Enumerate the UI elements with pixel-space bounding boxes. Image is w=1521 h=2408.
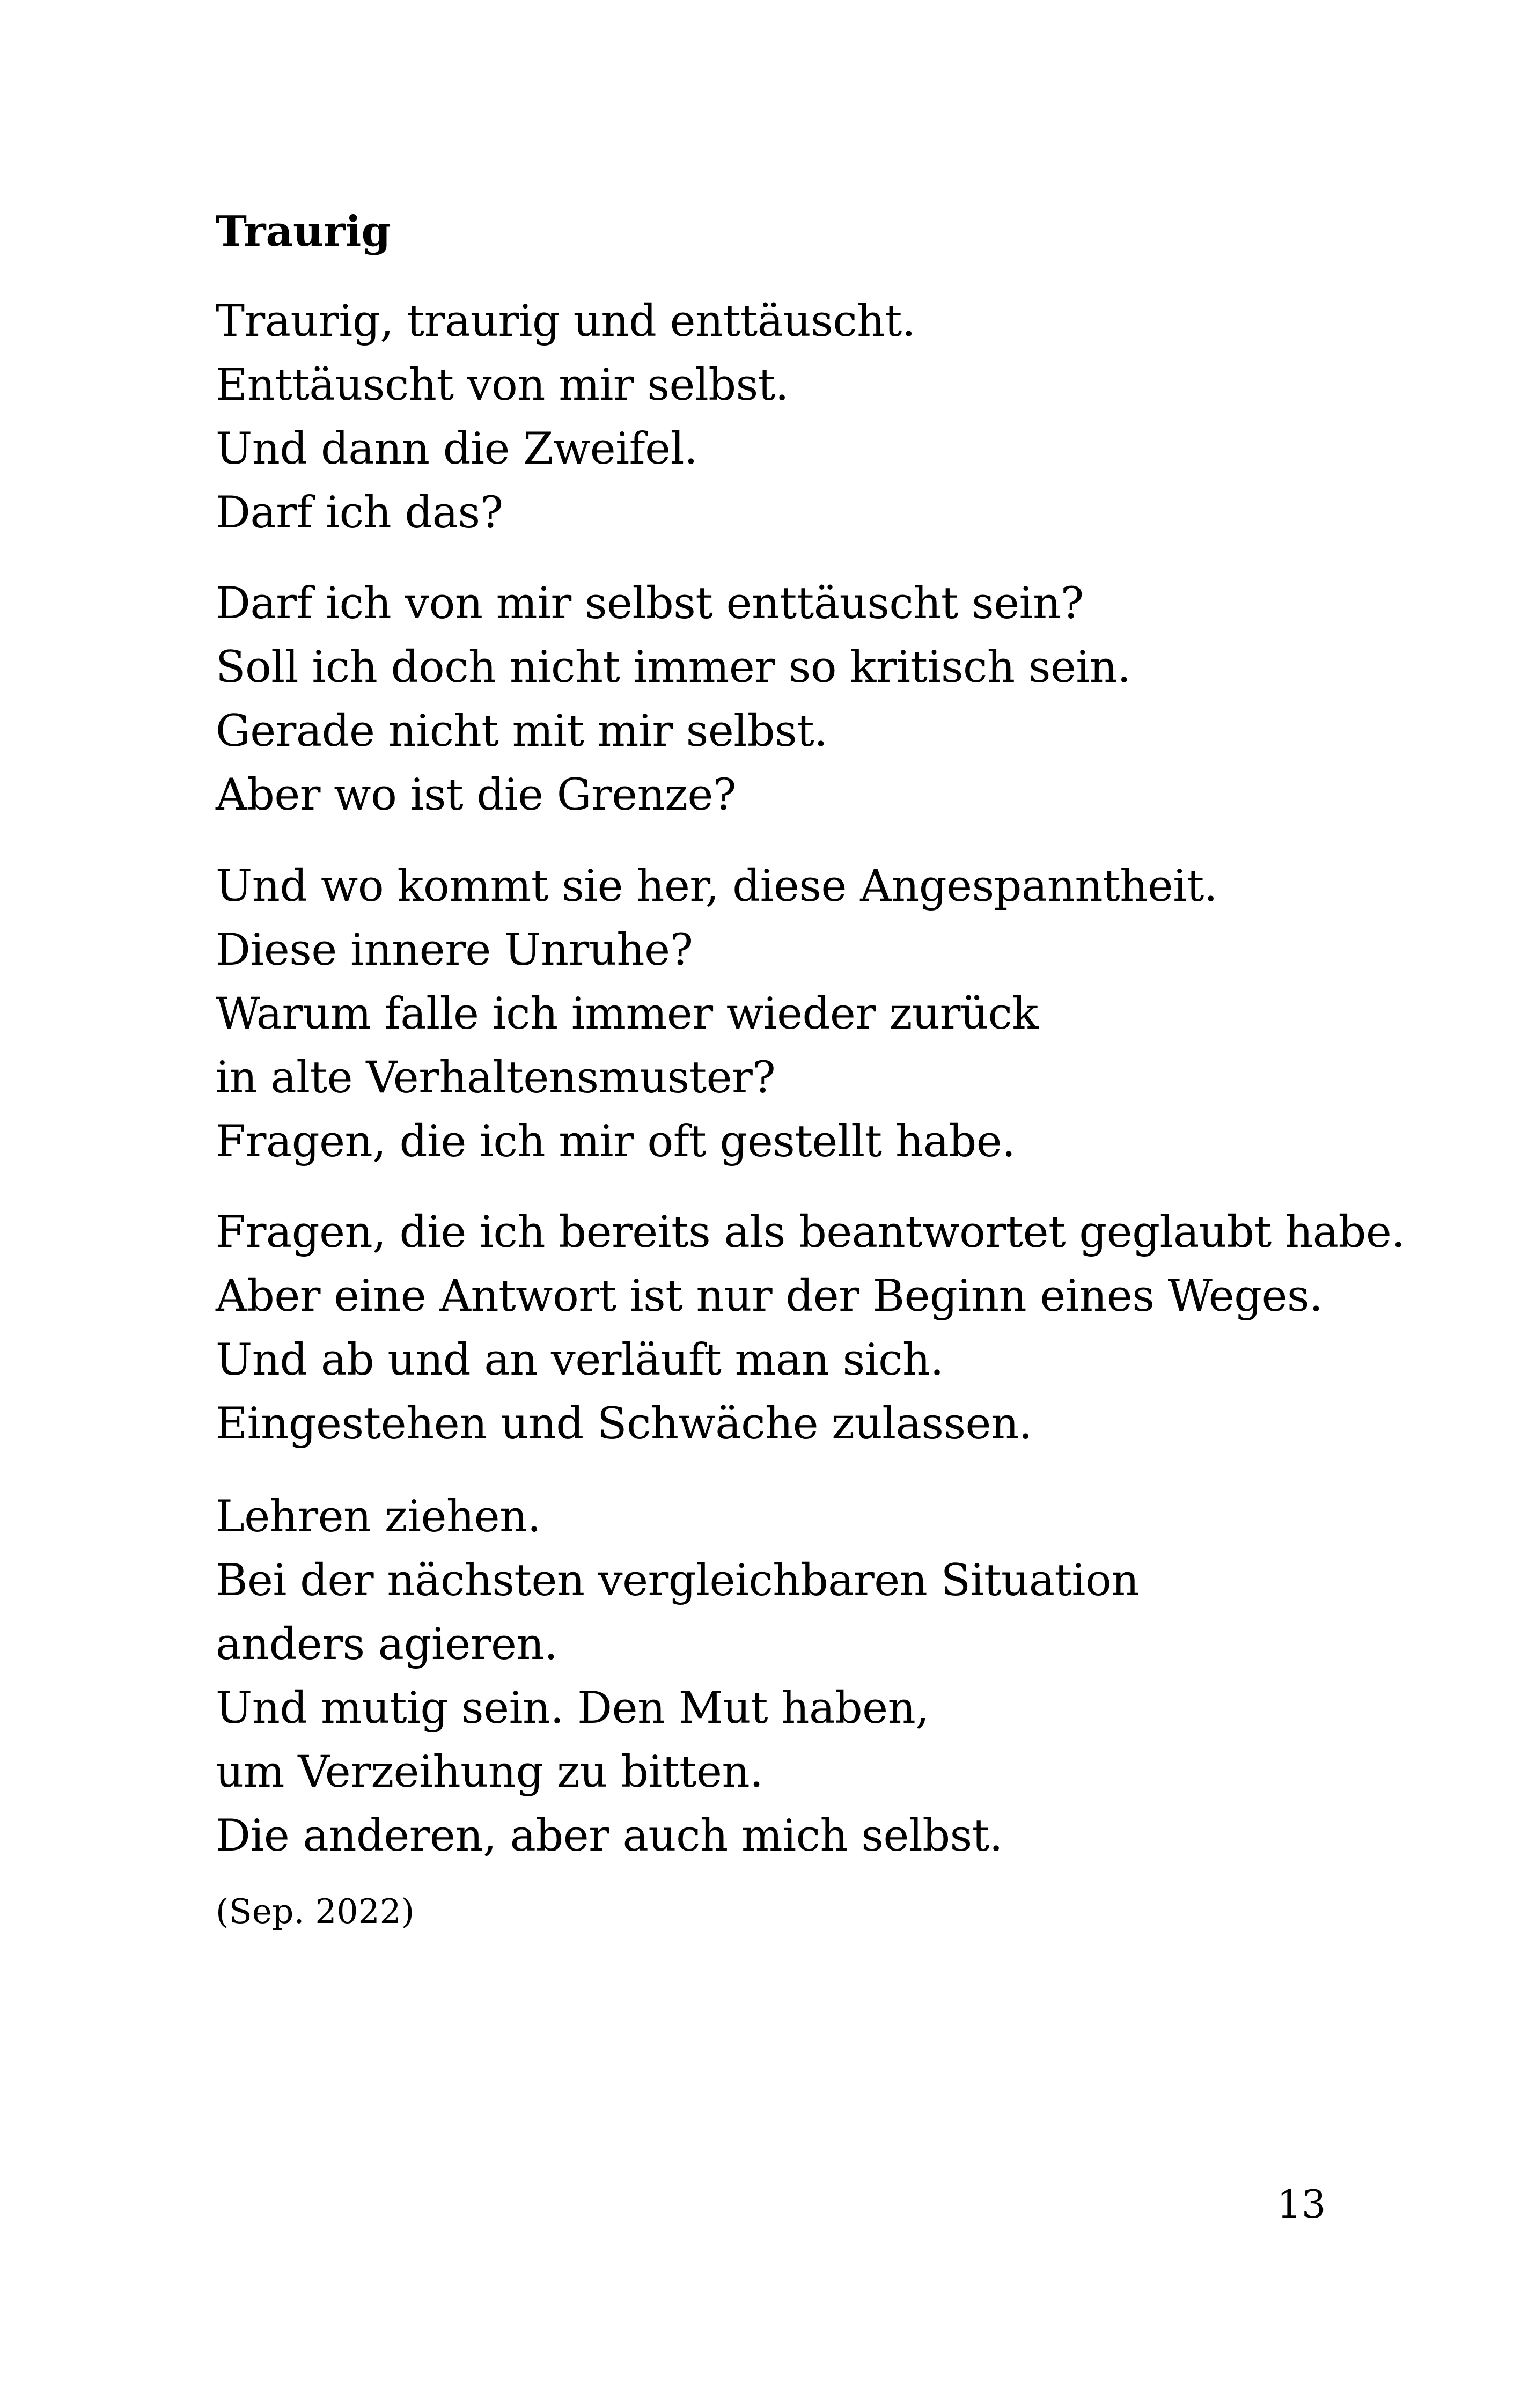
stanza-5 xyxy=(216,1485,1342,1868)
poem-line: um Verzeihung zu bitten. xyxy=(216,1747,763,1797)
poem-line: Fragen, die ich bereits als beantwortet geglaubt habe. xyxy=(216,1207,1405,1258)
poem-date: (Sep. 2022) xyxy=(216,1892,415,1931)
stanza-2 xyxy=(216,572,1342,827)
poem-line: Warum falle ich immer wieder zurück xyxy=(216,989,1038,1039)
poem-line: Gerade nicht mit mir selbst. xyxy=(216,706,828,757)
poem-line: Aber eine Antwort ist nur der Beginn eines Weges. xyxy=(216,1271,1323,1322)
poem-line: in alte Verhaltensmuster? xyxy=(216,1053,776,1103)
poem-line: Diese innere Unruhe? xyxy=(216,925,693,975)
poem-line: Aber wo ist die Grenze? xyxy=(216,770,736,820)
poem-line: Soll ich doch nicht immer so kritisch sein. xyxy=(216,642,1131,693)
poem-line: Darf ich das? xyxy=(216,488,503,538)
poem-line: Die anderen, aber auch mich selbst. xyxy=(216,1811,1003,1861)
poem-line: Enttäuscht von mir selbst. xyxy=(216,360,789,410)
stanza-4 xyxy=(216,1201,1405,1456)
poem-line: Und dann die Zweifel. xyxy=(216,424,698,474)
poem-line: Darf ich von mir selbst enttäuscht sein? xyxy=(216,578,1084,629)
poem-line: Lehren ziehen. xyxy=(216,1492,541,1542)
poem-line: Und mutig sein. Den Mut haben, xyxy=(216,1683,929,1734)
poem-line: Und ab und an verläuft man sich. xyxy=(216,1335,944,1385)
poem-line: Fragen, die ich mir oft gestellt habe. xyxy=(216,1117,1016,1167)
page-number: 13 xyxy=(1277,2182,1326,2227)
poem-title: Traurig xyxy=(216,207,391,256)
poem-line: anders agieren. xyxy=(216,1619,558,1670)
poem-line: Bei der nächsten vergleichbaren Situation xyxy=(216,1555,1139,1606)
poem-line: Traurig, traurig und enttäuscht. xyxy=(216,296,916,347)
poem-line: Und wo kommt sie her, diese Angespanntheit. xyxy=(216,861,1218,912)
stanza-1 xyxy=(216,290,1342,545)
poem-line: Eingestehen und Schwäche zulassen. xyxy=(216,1399,1032,1449)
stanza-3 xyxy=(216,855,1342,1174)
